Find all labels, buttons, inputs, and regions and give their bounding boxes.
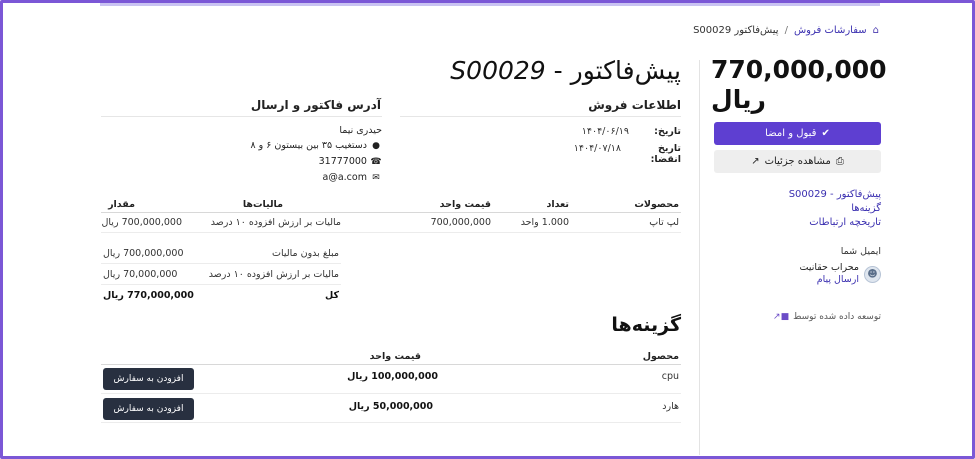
- customer-email: a@a.com: [322, 172, 367, 183]
- view-details-label: مشاهده جزئیات: [764, 156, 831, 167]
- address-divider: [101, 116, 382, 117]
- breadcrumb-parent[interactable]: سفارشات فروش: [793, 25, 867, 36]
- add-to-order-button[interactable]: افزودن به سفارش: [103, 368, 194, 390]
- opt-unit-price: 50,000,000 ریال: [348, 401, 433, 412]
- date-value: ۱۴۰۴/۰۶/۱۹: [581, 126, 629, 137]
- send-message-link[interactable]: ارسال پیام: [816, 274, 859, 285]
- add-to-order-button[interactable]: افزودن به سفارش: [103, 398, 194, 420]
- powered-by-label: توسعه داده شده توسط: [793, 312, 881, 322]
- total-amount: [711, 55, 887, 115]
- opt-col-unit-price: قیمت واحد: [369, 351, 421, 362]
- page-title: [450, 56, 681, 85]
- lines-table-header: [101, 195, 681, 213]
- options-heading: گزینه‌ها: [611, 314, 681, 336]
- line-taxes: مالیات بر ارزش افزوده ۱۰ درصد: [210, 217, 341, 228]
- customer-name: حیدری نیما: [339, 125, 382, 136]
- summary-total-row: [101, 286, 341, 306]
- sidebar-nav: [789, 188, 881, 230]
- line-product: لپ تاپ: [649, 217, 679, 228]
- phone-icon: ☎: [370, 157, 382, 167]
- top-accent-line: [100, 3, 880, 6]
- total-value: 770,000,000 ریال: [103, 290, 194, 301]
- breadcrumb-current: پیش‌فاکتور S00029: [693, 25, 779, 36]
- line-amount: 700,000,000 ریال: [101, 217, 182, 228]
- map-marker-icon: ●: [372, 141, 380, 151]
- opt-col-product: محصول: [642, 351, 679, 362]
- line-unit-price: 700,000,000: [430, 217, 491, 228]
- total-label: کل: [324, 290, 339, 301]
- date-label: تاریخ:: [654, 126, 681, 137]
- date-row: [582, 126, 681, 137]
- sidebar-link-quotation[interactable]: پیش‌فاکتور - S00029: [788, 189, 881, 200]
- powered-by: [773, 312, 881, 322]
- options-table-header: [101, 347, 681, 365]
- sidebar-link-options[interactable]: گزینه‌ها: [851, 203, 881, 214]
- total-amount-value: 770,000,000: [711, 55, 887, 84]
- col-taxes: مالیات‌ها: [242, 199, 283, 210]
- external-link-icon: ↗: [751, 156, 760, 167]
- untaxed-label: مبلغ بدون مالیات: [272, 248, 339, 259]
- sales-info-divider: [400, 116, 681, 117]
- home-icon[interactable]: ⌂: [872, 25, 879, 36]
- salesperson-title: ایمیل شما: [840, 246, 881, 257]
- brand-logo-icon[interactable]: ■↗: [773, 312, 790, 322]
- tax-label: مالیات بر ارزش افزوده ۱۰ درصد: [208, 269, 339, 280]
- expiry-row: [574, 143, 681, 165]
- customer-address-block: [230, 123, 382, 186]
- col-unit-price: قیمت واحد: [439, 199, 491, 210]
- tax-value: 70,000,000 ریال: [103, 269, 178, 280]
- breadcrumb: [693, 25, 879, 36]
- accept-sign-button[interactable]: [714, 122, 881, 145]
- expiry-label: تاریخ انقضا:: [650, 143, 681, 165]
- untaxed-value: 700,000,000 ریال: [103, 248, 184, 259]
- col-amount: مقدار: [108, 199, 135, 210]
- opt-product: هارد: [662, 401, 679, 412]
- breadcrumb-separator: /: [784, 25, 788, 36]
- line-qty: 1.000 واحد: [520, 217, 569, 228]
- customer-phone: 31777000: [318, 156, 367, 167]
- avatar: ☻: [864, 266, 881, 283]
- opt-product: cpu: [661, 371, 679, 382]
- salesperson-name: محراب حقانیت: [799, 262, 859, 273]
- table-row: [101, 213, 681, 233]
- print-icon: ⎙: [835, 156, 844, 167]
- col-qty: تعداد: [546, 199, 569, 210]
- address-heading: آدرس فاکتور و ارسال: [250, 98, 381, 112]
- total-amount-currency: ریال: [711, 85, 766, 114]
- accept-sign-label: قبول و امضا: [765, 128, 817, 139]
- expiry-value: ۱۴۰۴/۰۷/۱۸: [573, 143, 621, 154]
- view-details-button[interactable]: [714, 150, 881, 173]
- summary-tax-row: [101, 265, 341, 285]
- page-title-number: S00029: [450, 56, 546, 85]
- summary-untaxed-row: [101, 244, 341, 264]
- sidebar-divider: [699, 60, 700, 455]
- opt-unit-price: 100,000,000 ریال: [347, 371, 438, 382]
- envelope-icon: ✉: [372, 173, 380, 183]
- sales-info-heading: اطلاعات فروش: [588, 98, 681, 112]
- customer-address: دستغیب ۳۵ بین بیستون ۶ و ۸: [250, 140, 367, 151]
- check-icon: ✔: [821, 128, 830, 139]
- sidebar-link-history[interactable]: تاریخچه ارتباطات: [809, 217, 881, 228]
- page-title-prefix: پیش‌فاکتور -: [545, 56, 681, 85]
- salesperson-card: [800, 246, 881, 286]
- col-product: محصولات: [634, 199, 679, 210]
